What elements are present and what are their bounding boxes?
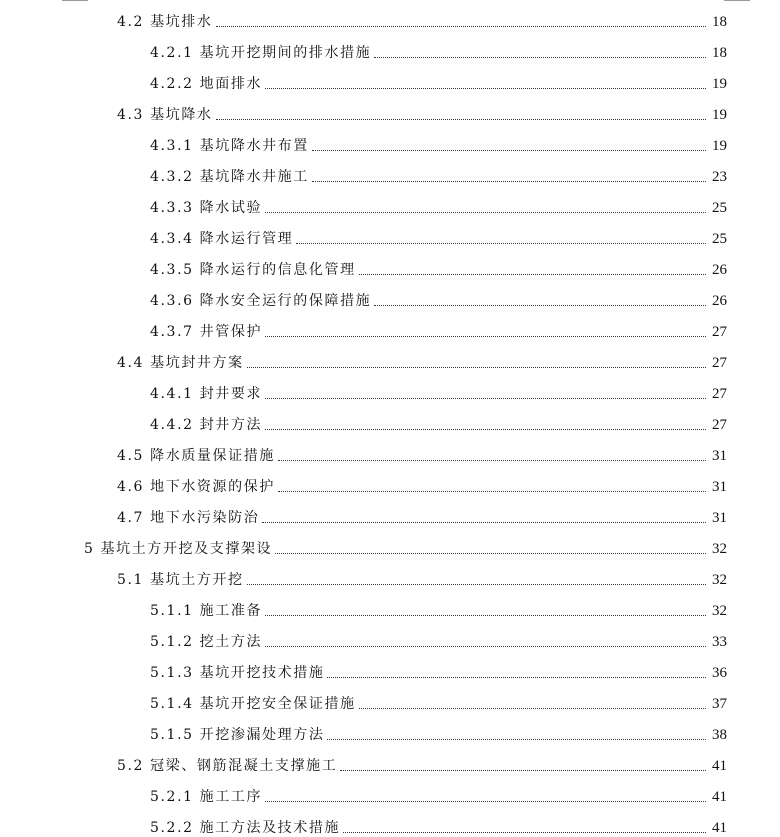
toc-entry[interactable] <box>117 496 727 527</box>
toc-entry[interactable] <box>150 620 727 651</box>
toc-entry[interactable] <box>117 434 727 465</box>
toc-entry[interactable] <box>150 62 727 93</box>
toc-entry[interactable] <box>150 403 727 434</box>
toc-entry-title: 4.2.2 地面排水 <box>150 76 263 92</box>
toc-entry-page: 37 <box>712 696 727 712</box>
toc-entry-page: 26 <box>712 262 727 278</box>
toc-entry[interactable] <box>150 589 727 620</box>
toc-entry-title: 4.6 地下水资源的保护 <box>117 479 275 495</box>
toc-entry-title: 4.7 地下水污染防治 <box>117 510 260 526</box>
toc-entry-title: 4.3.3 降水试验 <box>150 200 263 216</box>
toc-entry-page: 18 <box>712 14 727 30</box>
toc-entry-title: 4.3.7 井管保护 <box>150 324 263 340</box>
toc-entry-title: 4.4.2 封井方法 <box>150 417 263 433</box>
toc-entry-title: 4.2 基坑排水 <box>117 14 213 30</box>
toc-entry-page: 27 <box>712 355 727 371</box>
toc-entry-page: 32 <box>712 603 727 619</box>
toc-entry-page: 36 <box>712 665 727 681</box>
toc-entry[interactable] <box>117 465 727 496</box>
toc-entry-title: 4.3.4 降水运行管理 <box>150 231 294 247</box>
toc-dot-leader <box>312 150 706 151</box>
toc-entry-page: 19 <box>712 76 727 92</box>
toc-entry[interactable] <box>117 341 727 372</box>
toc-entry-title: 5.1.3 基坑开挖技术措施 <box>150 665 325 681</box>
toc-entry[interactable] <box>150 124 727 155</box>
toc-entry-title: 4.4 基坑封井方案 <box>117 355 244 371</box>
toc-dot-leader <box>327 677 706 678</box>
toc-entry-title: 4.4.1 封井要求 <box>150 386 263 402</box>
toc-dot-leader <box>359 274 706 275</box>
toc-entry[interactable] <box>150 651 727 682</box>
toc-entry[interactable] <box>150 217 727 248</box>
toc-entry-title: 4.3.2 基坑降水井施工 <box>150 169 309 185</box>
toc-dot-leader <box>296 243 706 244</box>
toc-entry-page: 25 <box>712 200 727 216</box>
toc-entry[interactable] <box>150 279 727 310</box>
toc-dot-leader <box>275 553 706 554</box>
toc-dot-leader <box>374 57 706 58</box>
toc-entry-page: 31 <box>712 479 727 495</box>
toc-entry[interactable] <box>150 372 727 403</box>
toc-dot-leader <box>265 429 706 430</box>
toc-entry-page: 32 <box>712 572 727 588</box>
toc-entry[interactable] <box>150 31 727 62</box>
toc-dot-leader <box>278 460 706 461</box>
toc-entry[interactable] <box>84 527 727 558</box>
toc-entry-page: 27 <box>712 417 727 433</box>
toc-entry-page: 41 <box>712 789 727 805</box>
toc-entry-page: 19 <box>712 138 727 154</box>
toc-entry-title: 5.2.2 施工方法及技术措施 <box>150 820 341 836</box>
toc-entry-page: 27 <box>712 324 727 340</box>
toc-dot-leader <box>265 336 706 337</box>
toc-dot-leader <box>312 181 706 182</box>
toc-entry-title: 4.3 基坑降水 <box>117 107 213 123</box>
toc-entry[interactable] <box>117 558 727 589</box>
page-top-edge-left <box>62 0 88 1</box>
toc-dot-leader <box>265 801 706 802</box>
toc-dot-leader <box>262 522 706 523</box>
toc-dot-leader <box>340 770 706 771</box>
toc-entry-page: 25 <box>712 231 727 247</box>
toc-dot-leader <box>265 88 706 89</box>
toc-entry-page: 31 <box>712 510 727 526</box>
toc-entry[interactable] <box>150 248 727 279</box>
toc-entry-title: 5.2.1 施工工序 <box>150 789 263 805</box>
toc-entry-title: 5.1.2 挖土方法 <box>150 634 263 650</box>
toc-dot-leader <box>278 491 706 492</box>
toc-entry-title: 5 基坑土方开挖及支撑架设 <box>84 541 273 557</box>
toc-entry[interactable] <box>150 310 727 341</box>
toc-dot-leader <box>265 615 706 616</box>
toc-entry-page: 41 <box>712 758 727 774</box>
toc-entry-title: 5.1.4 基坑开挖安全保证措施 <box>150 696 356 712</box>
toc-entry[interactable] <box>150 155 727 186</box>
toc-entry-page: 41 <box>712 820 727 836</box>
toc-entry-page: 32 <box>712 541 727 557</box>
toc-entry[interactable] <box>150 682 727 713</box>
toc-dot-leader <box>265 646 706 647</box>
toc-entry-page: 23 <box>712 169 727 185</box>
toc-entry-title: 4.3.5 降水运行的信息化管理 <box>150 262 356 278</box>
toc-dot-leader <box>265 398 706 399</box>
toc-entry[interactable] <box>150 713 727 744</box>
toc-entry-page: 38 <box>712 727 727 743</box>
toc-entry-title: 5.1 基坑土方开挖 <box>117 572 244 588</box>
toc-entry-page: 18 <box>712 45 727 61</box>
toc-entry[interactable] <box>117 744 727 775</box>
toc-dot-leader <box>247 584 706 585</box>
toc-dot-leader <box>343 832 706 833</box>
toc-dot-leader <box>216 119 706 120</box>
toc-entry[interactable] <box>150 186 727 217</box>
toc-entry-title: 4.5 降水质量保证措施 <box>117 448 275 464</box>
toc-entry-page: 33 <box>712 634 727 650</box>
toc-dot-leader <box>265 212 706 213</box>
toc-dot-leader <box>374 305 706 306</box>
toc-entry-title: 5.1.1 施工准备 <box>150 603 263 619</box>
toc-entry-title: 5.1.5 开挖渗漏处理方法 <box>150 727 325 743</box>
toc-entry[interactable] <box>150 775 727 806</box>
toc-entry-title: 4.3.6 降水安全运行的保障措施 <box>150 293 372 309</box>
toc-entry-title: 5.2 冠梁、钢筋混凝土支撑施工 <box>117 758 338 774</box>
toc-entry-page: 27 <box>712 386 727 402</box>
toc-entry-page: 26 <box>712 293 727 309</box>
toc-entry-title: 4.2.1 基坑开挖期间的排水措施 <box>150 45 372 61</box>
toc-dot-leader <box>327 739 706 740</box>
toc-dot-leader <box>216 26 706 27</box>
toc-entry-page: 19 <box>712 107 727 123</box>
toc-entry[interactable] <box>150 806 727 837</box>
toc-entry[interactable] <box>117 93 727 124</box>
toc-entry[interactable] <box>117 0 727 31</box>
page-top-edge-right <box>724 0 750 1</box>
toc-entry-title: 4.3.1 基坑降水井布置 <box>150 138 309 154</box>
toc-dot-leader <box>359 708 706 709</box>
toc-entry-page: 31 <box>712 448 727 464</box>
toc-dot-leader <box>247 367 706 368</box>
